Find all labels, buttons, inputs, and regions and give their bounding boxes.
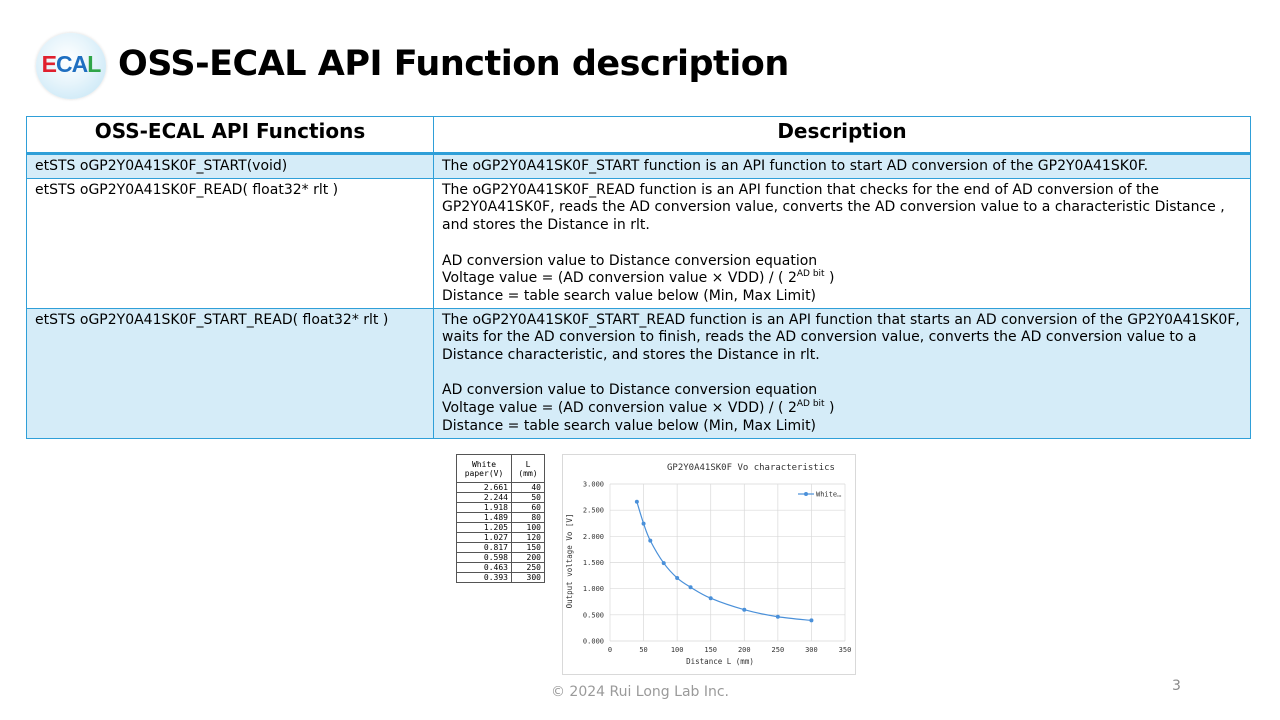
lookup-header-voltage-line2: paper(V) (464, 468, 504, 478)
y-tick-label: 2.500 (582, 506, 604, 515)
y-tick-label: 1.500 (582, 559, 604, 567)
lookup-distance: 100 (512, 523, 545, 533)
data-point (776, 615, 780, 619)
lookup-voltage: 1.027 (457, 533, 512, 543)
lookup-voltage: 0.598 (457, 553, 512, 563)
lookup-row (457, 523, 545, 533)
lookup-row (457, 573, 545, 583)
equation-voltage (442, 400, 1242, 418)
function-signature: etSTS oGP2Y0A41SK0F_START(void) (27, 154, 434, 179)
x-tick-label: 200 (737, 646, 751, 654)
function-description: The oGP2Y0A41SK0F_READ function is an API function that checks for the end of AD conversion of the GP2Y0A41SK0F, reads the AD conversion value, converts the AD conversion value to a characteristic Distance , and stores the Distance in rlt. (442, 181, 1225, 234)
lookup-voltage: 2.661 (457, 483, 512, 493)
lookup-row (457, 503, 545, 513)
function-description-cell (434, 178, 1251, 308)
lookup-voltage: 2.244 (457, 493, 512, 503)
y-tick-label: 0.000 (582, 637, 604, 646)
equation-voltage-text: Voltage value = (AD conversion value × VDD) / ( 2 (442, 400, 797, 417)
data-point (642, 522, 646, 526)
data-point (635, 500, 639, 504)
lookup-distance: 40 (512, 483, 545, 493)
lookup-row (457, 483, 545, 493)
api-function-table (26, 116, 1251, 439)
chart-title: GP2Y0A41SK0F Vo characteristics (667, 463, 835, 473)
page-title: OSS-ECAL API Function description (118, 44, 789, 84)
lookup-row (457, 533, 545, 543)
lookup-distance: 50 (512, 493, 545, 503)
page-number: 3 (1172, 678, 1181, 694)
x-tick-label: 50 (639, 646, 648, 654)
lookup-header-distance-line1: L (525, 459, 531, 469)
x-tick-label: 100 (670, 646, 684, 654)
lookup-header-voltage (457, 455, 512, 483)
y-tick-label: 1.000 (582, 585, 604, 594)
lookup-distance: 120 (512, 533, 545, 543)
equation-title: AD conversion value to Distance conversion equation (442, 252, 818, 269)
lookup-row (457, 553, 545, 563)
logo-letter-a: A (71, 51, 88, 77)
x-tick-label: 150 (704, 646, 718, 654)
lookup-distance: 60 (512, 503, 545, 513)
equation-voltage-text: Voltage value = (AD conversion value × VDD) / ( 2 (442, 270, 797, 287)
lookup-voltage: 0.393 (457, 573, 512, 583)
x-tick-label: 0 (607, 646, 613, 654)
table-header-row (27, 117, 1251, 154)
header-description: Description (434, 117, 1251, 154)
lookup-header-voltage-line1: White (471, 459, 497, 469)
function-description: The oGP2Y0A41SK0F_START_READ function is an API function that starts an AD conversion of the GP2Y0A41SK0F, waits for the AD conversion to finish, reads the AD conversion value, converts the AD conversion value to a Distance characteristic, and stores the Distance in rlt. (442, 311, 1240, 364)
x-tick-label: 250 (771, 646, 785, 654)
equation-title: AD conversion value to Distance conversion equation (442, 382, 818, 399)
lookup-row (457, 563, 545, 573)
y-tick-label: 0.500 (582, 611, 604, 620)
vo-characteristics-chart (562, 454, 856, 675)
data-point (648, 539, 652, 543)
lookup-row (457, 493, 545, 503)
y-tick-label: 3.000 (582, 480, 604, 489)
lookup-voltage: 0.463 (457, 563, 512, 573)
equation-exponent: AD bit (796, 269, 825, 280)
data-point (809, 618, 813, 622)
table-row (27, 178, 1251, 308)
logo-text (36, 51, 106, 78)
legend-label: White… (816, 490, 842, 499)
lookup-distance: 150 (512, 543, 545, 553)
equation-distance: Distance = table search value below (Min, Max Limit) (442, 417, 817, 434)
lookup-distance: 80 (512, 513, 545, 523)
lookup-header-distance-line2: (mm) (518, 468, 538, 478)
lookup-distance: 250 (512, 563, 545, 573)
logo-letter-l: L (87, 51, 101, 77)
y-axis-label: Output voltage Vo [V] (565, 513, 574, 609)
function-description: The oGP2Y0A41SK0F_START function is an API function to start AD conversion of the GP2Y0A41SK0F. (434, 154, 1251, 179)
lookup-distance: 300 (512, 573, 545, 583)
equation-exponent: AD bit (796, 399, 825, 410)
lookup-voltage: 1.489 (457, 513, 512, 523)
data-point (742, 608, 746, 612)
lookup-row (457, 513, 545, 523)
data-point (662, 561, 666, 565)
x-tick-label: 300 (805, 646, 818, 654)
equation-voltage (442, 270, 1242, 288)
logo-letter-e: E (41, 51, 57, 77)
header-functions: OSS-ECAL API Functions (27, 117, 434, 154)
legend-marker (804, 492, 808, 496)
table-row (27, 308, 1251, 438)
lookup-voltage: 1.205 (457, 523, 512, 533)
x-tick-label: 350 (838, 646, 852, 654)
equation-distance: Distance = table search value below (Min, Max Limit) (442, 287, 817, 304)
data-point (675, 576, 679, 580)
y-tick-label: 2.000 (582, 532, 604, 541)
x-axis-label: Distance L (mm) (686, 657, 754, 666)
logo-letter-c: C (56, 51, 72, 77)
data-point (689, 585, 693, 589)
equation-close: ) (824, 270, 835, 287)
lookup-voltage: 0.817 (457, 543, 512, 553)
copyright-footer: © 2024 Rui Long Lab Inc. (550, 684, 730, 700)
function-description-cell (434, 308, 1251, 438)
lookup-header-row (457, 455, 545, 483)
lookup-row (457, 543, 545, 553)
equation-close: ) (824, 400, 835, 417)
data-point (709, 596, 713, 600)
lookup-distance: 200 (512, 553, 545, 563)
lookup-voltage: 1.918 (457, 503, 512, 513)
table-row (27, 154, 1251, 179)
lookup-header-distance (512, 455, 545, 483)
ecal-logo (36, 33, 106, 99)
function-signature: etSTS oGP2Y0A41SK0F_READ( float32* rlt ) (27, 178, 434, 308)
function-signature: etSTS oGP2Y0A41SK0F_START_READ( float32* rlt ) (27, 308, 434, 438)
voltage-distance-lookup-table (456, 454, 545, 583)
